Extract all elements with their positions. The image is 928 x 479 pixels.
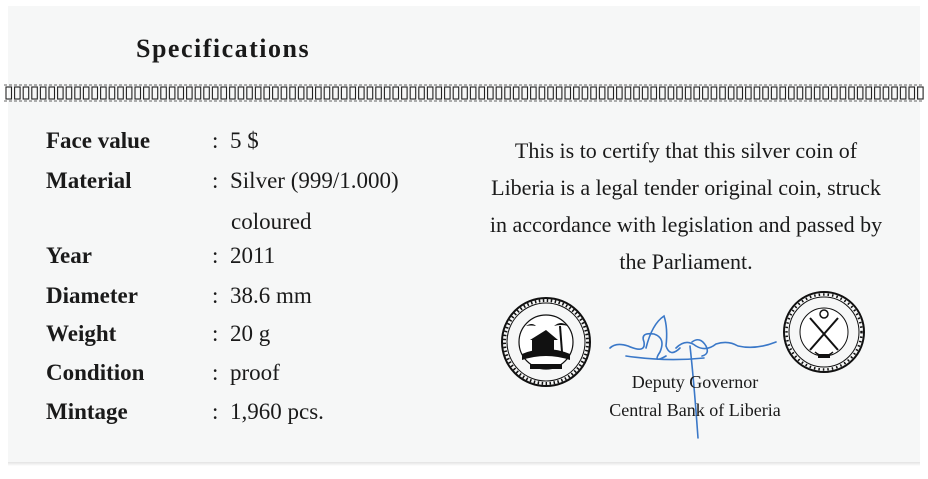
border-link	[49, 87, 55, 99]
border-link	[883, 87, 889, 99]
certification-line: This is to certify that this silver coin of	[514, 138, 858, 163]
spec-label: Condition	[46, 360, 145, 385]
border-link	[169, 87, 175, 99]
border-link	[273, 87, 279, 99]
border-link	[376, 87, 382, 99]
signatory-title: Deputy Governor	[631, 372, 759, 392]
border-link	[453, 87, 459, 99]
spec-label: Face value	[46, 128, 151, 153]
card-shadow	[8, 462, 920, 466]
border-link	[92, 87, 98, 99]
border-link	[866, 87, 872, 99]
border-link	[419, 87, 425, 99]
border-link	[634, 87, 640, 99]
border-link	[677, 87, 683, 99]
border-link	[789, 87, 795, 99]
border-link	[333, 87, 339, 99]
border-link	[212, 87, 218, 99]
border-link	[350, 87, 356, 99]
border-link	[152, 87, 158, 99]
border-link	[126, 87, 131, 99]
border-link	[488, 87, 494, 99]
border-link	[918, 87, 924, 99]
border-link	[574, 87, 580, 99]
border-link	[556, 87, 562, 99]
border-link	[255, 87, 261, 99]
decorative-border	[4, 82, 924, 104]
signatory-institution: Central Bank of Liberia	[609, 400, 781, 420]
border-link	[857, 87, 863, 99]
border-link	[539, 87, 545, 99]
republic-of-liberia-seal-icon	[500, 296, 592, 388]
border-link	[470, 87, 476, 99]
border-link	[238, 87, 244, 99]
border-link	[685, 87, 691, 99]
border-link	[359, 87, 365, 99]
border-link	[625, 87, 631, 99]
border-link	[505, 87, 511, 99]
border-link	[367, 87, 373, 99]
border-link	[135, 87, 141, 99]
certification-line: the Parliament.	[619, 249, 753, 274]
border-link	[531, 87, 537, 99]
border-link	[875, 87, 881, 99]
certification-line: in accordance with legislation and passed by	[489, 212, 883, 237]
border-link	[703, 87, 709, 99]
border-link	[144, 87, 150, 99]
border-link	[737, 87, 743, 99]
page-title: Specifications	[136, 34, 311, 63]
border-link	[754, 87, 760, 99]
border-link	[746, 87, 752, 99]
border-link	[230, 87, 236, 99]
spec-value: : 2011	[212, 243, 276, 268]
border-link	[445, 87, 451, 99]
border-link	[15, 87, 21, 99]
border-link	[513, 87, 519, 99]
border-link	[548, 87, 554, 99]
border-link	[814, 87, 820, 99]
border-link	[642, 87, 648, 99]
border-link	[599, 87, 605, 99]
border-link	[307, 87, 313, 99]
border-link	[832, 87, 838, 99]
border-link	[6, 87, 12, 99]
border-link	[83, 87, 89, 99]
certification-line: Liberia is a legal tender original coin, struck	[491, 175, 881, 200]
spec-value: : 20 g	[212, 321, 271, 346]
border-link	[298, 87, 304, 99]
border-link	[522, 87, 528, 99]
border-link	[75, 87, 81, 99]
border-link	[341, 87, 347, 99]
spec-value: : Silver (999/1.000)	[212, 168, 399, 193]
border-link	[221, 87, 227, 99]
border-link	[608, 87, 614, 99]
border-link	[316, 87, 322, 99]
spec-label: Mintage	[46, 399, 128, 424]
border-link	[324, 87, 330, 99]
spec-value: : proof	[212, 360, 280, 385]
border-link	[496, 87, 502, 99]
border-link	[900, 87, 906, 99]
border-link	[118, 87, 124, 99]
border-link	[393, 87, 399, 99]
border-link	[660, 87, 666, 99]
border-link	[479, 87, 485, 99]
border-link	[40, 87, 46, 99]
border-link	[582, 87, 588, 99]
border-link	[32, 87, 38, 99]
border-link	[780, 87, 786, 99]
border-link	[290, 87, 296, 99]
border-link	[109, 87, 115, 99]
border-link	[591, 87, 597, 99]
border-link	[840, 87, 846, 99]
border-link	[187, 87, 193, 99]
spec-label: Year	[46, 243, 92, 268]
border-link	[763, 87, 769, 99]
border-link	[410, 87, 416, 99]
border-link	[823, 87, 829, 99]
border-link	[436, 87, 442, 99]
border-link	[161, 87, 167, 99]
border-link	[728, 87, 734, 99]
spec-value: : 1,960 pcs.	[212, 399, 324, 424]
border-link	[909, 87, 915, 99]
spec-value: : 5 $	[212, 128, 259, 153]
border-link	[462, 87, 468, 99]
border-link	[427, 87, 433, 99]
border-link	[101, 87, 107, 99]
border-link	[402, 87, 408, 99]
border-link	[58, 87, 64, 99]
spec-value: : 38.6 mm	[212, 283, 312, 308]
border-link	[668, 87, 674, 99]
border-link	[694, 87, 700, 99]
border-link	[617, 87, 623, 99]
border-link	[281, 87, 287, 99]
border-link	[264, 87, 270, 99]
border-link	[651, 87, 657, 99]
border-link	[195, 87, 201, 99]
spec-label: Material	[46, 168, 132, 193]
border-link	[565, 87, 571, 99]
border-link	[849, 87, 855, 99]
border-link	[720, 87, 726, 99]
certification-text	[470, 132, 902, 280]
border-link	[204, 87, 210, 99]
border-link	[384, 87, 390, 99]
spec-label: Diameter	[46, 283, 138, 308]
spec-value-continued: coloured	[231, 209, 312, 234]
spec-label: Weight	[46, 321, 117, 346]
border-link	[23, 87, 29, 99]
border-link	[771, 87, 777, 99]
border-link	[797, 87, 803, 99]
border-link	[711, 87, 717, 99]
border-link	[806, 87, 812, 99]
border-link	[247, 87, 253, 99]
national-bank-of-liberia-seal-icon	[782, 290, 866, 374]
border-link	[178, 87, 184, 99]
border-link	[892, 87, 898, 99]
border-link	[66, 87, 72, 99]
